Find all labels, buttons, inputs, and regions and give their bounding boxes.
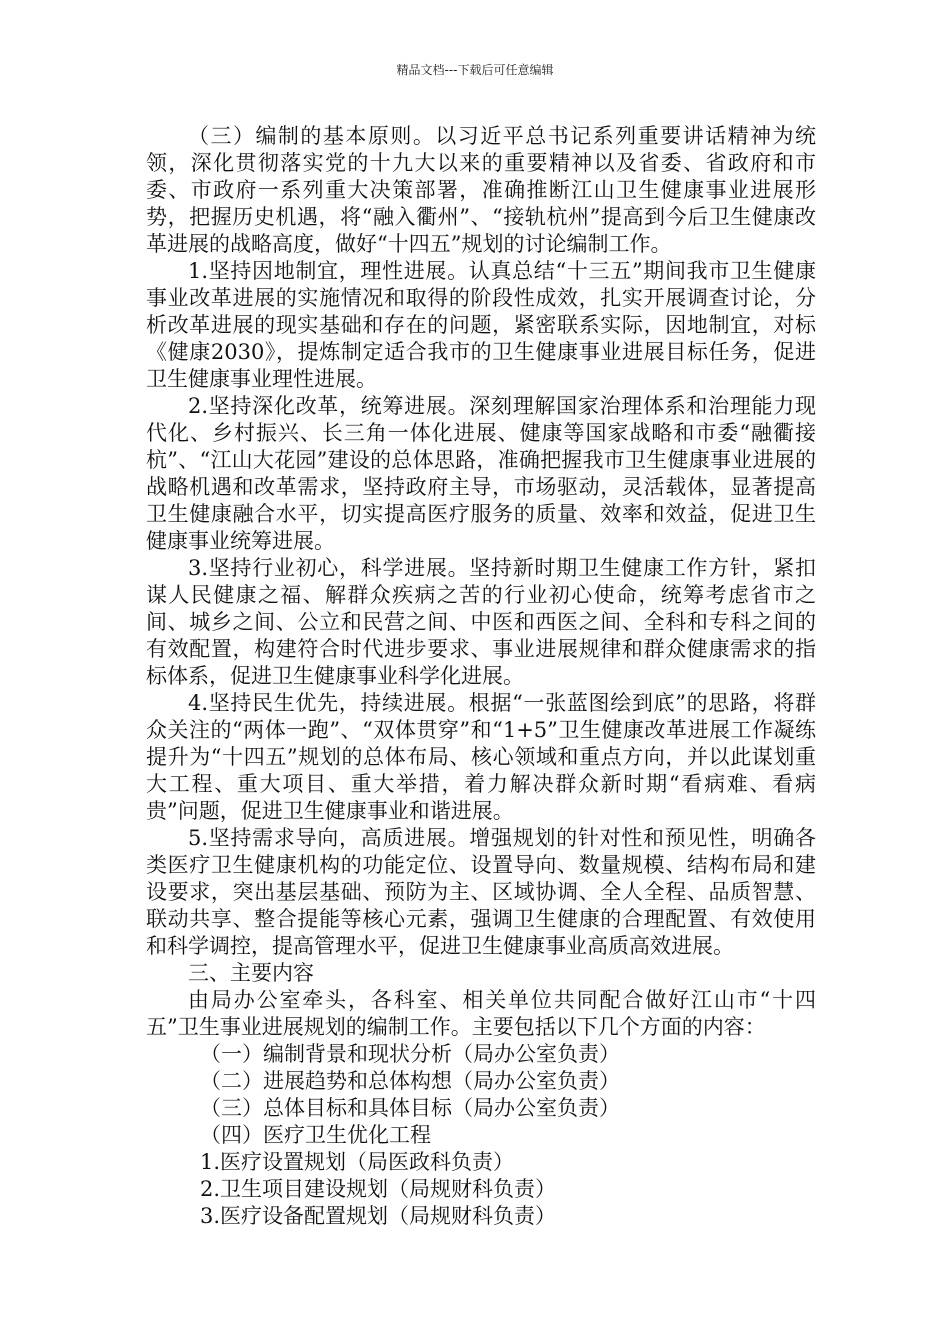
list-item: （一）编制背景和现状分析（局办公室负责） xyxy=(200,1042,620,1066)
sub-list-item: 3.医疗设备配置规划（局规财科负责） xyxy=(200,1204,557,1228)
sub-list-item: 2.卫生项目建设规划（局规财科负责） xyxy=(200,1177,557,1201)
document-body xyxy=(146,123,816,1230)
section-heading-main-content: 三、主要内容 xyxy=(188,961,314,985)
paragraph-principle-2: 2.坚持深化改革，统筹进展。深刻理解国家治理体系和治理能力现代化、乡村振兴、长三角一体化进展、健康等国家战略和市委“融衢接杭”、“江山大花园”建设的总体思路，准确把握我市卫生健康事业进展的战略机遇和改革需求，坚持政府主导，市场驱动，灵活载体，显著提高卫生健康融合水平，切实提高医疗服务的质量、效率和效益，促进卫生健康事业统筹进展。 xyxy=(146,394,816,553)
list-item: （二）进展趋势和总体构想（局办公室负责） xyxy=(200,1069,620,1093)
page-header: 精品文档---下载后可任意编辑 xyxy=(396,63,554,77)
paragraph-principle-5: 5.坚持需求导向，高质进展。增强规划的针对性和预见性，明确各类医疗卫生健康机构的功能定位、设置导向、数量规模、结构布局和建设要求，突出基层基础、预防为主、区域协调、全人全程、品质智慧、联动共享、整合提能等核心元素，强调卫生健康的合理配置、有效使用和科学调控，提高管理水平，促进卫生健康事业高质高效进展。 xyxy=(146,826,816,958)
paragraph-principle-4: 4.坚持民生优先，持续进展。根据“一张蓝图绘到底”的思路，将群众关注的“两体一跑”、“双体贯穿”和“1+5”卫生健康改革进展工作凝练提升为“十四五”规划的总体布局、核心领域和重点方向，并以此谋划重大工程、重大项目、重大举措，着力解决群众新时期“看病难、看病贵”问题，促进卫生健康事业和谐进展。 xyxy=(146,691,816,823)
list-item: （三）总体目标和具体目标（局办公室负责） xyxy=(200,1096,620,1120)
paragraph-principle-1: 1.坚持因地制宜，理性进展。认真总结“十三五”期间我市卫生健康事业改革进展的实施情况和取得的阶段性成效，扎实开展调查讨论，分析改革进展的现实基础和存在的问题，紧密联系实际，因地制宜，对标《健康2030》，提炼制定适合我市的卫生健康事业进展目标任务，促进卫生健康事业理性进展。 xyxy=(146,259,816,391)
list-item: （四）医疗卫生优化工程 xyxy=(200,1123,431,1147)
paragraph-principle-3: 3.坚持行业初心，科学进展。坚持新时期卫生健康工作方针，紧扣谋人民健康之福、解群众疾病之苦的行业初心使命，统筹考虑省市之间、城乡之间、公立和民营之间、中医和西医之间、全科和专科之间的有效配置，构建符合时代进步要求、事业进展规律和群众健康需求的指标体系，促进卫生健康事业科学化进展。 xyxy=(146,556,816,688)
paragraph-basic-principles: （三）编制的基本原则。以习近平总书记系列重要讲话精神为统领，深化贯彻落实党的十九大以来的重要精神以及省委、省政府和市委、市政府一系列重大决策部署，准确推断江山卫生健康事业进展形势，把握历史机遇，将“融入衢州”、“接轨杭州”提高到今后卫生健康改革进展的战略高度，做好“十四五”规划的讨论编制工作。 xyxy=(146,124,816,256)
paragraph-main-content-intro: 由局办公室牵头，各科室、相关单位共同配合做好江山市“十四五”卫生事业进展规划的编制工作。主要包括以下几个方面的内容： xyxy=(146,988,816,1039)
sub-list-item: 1.医疗设置规划（局医政科负责） xyxy=(200,1150,515,1174)
